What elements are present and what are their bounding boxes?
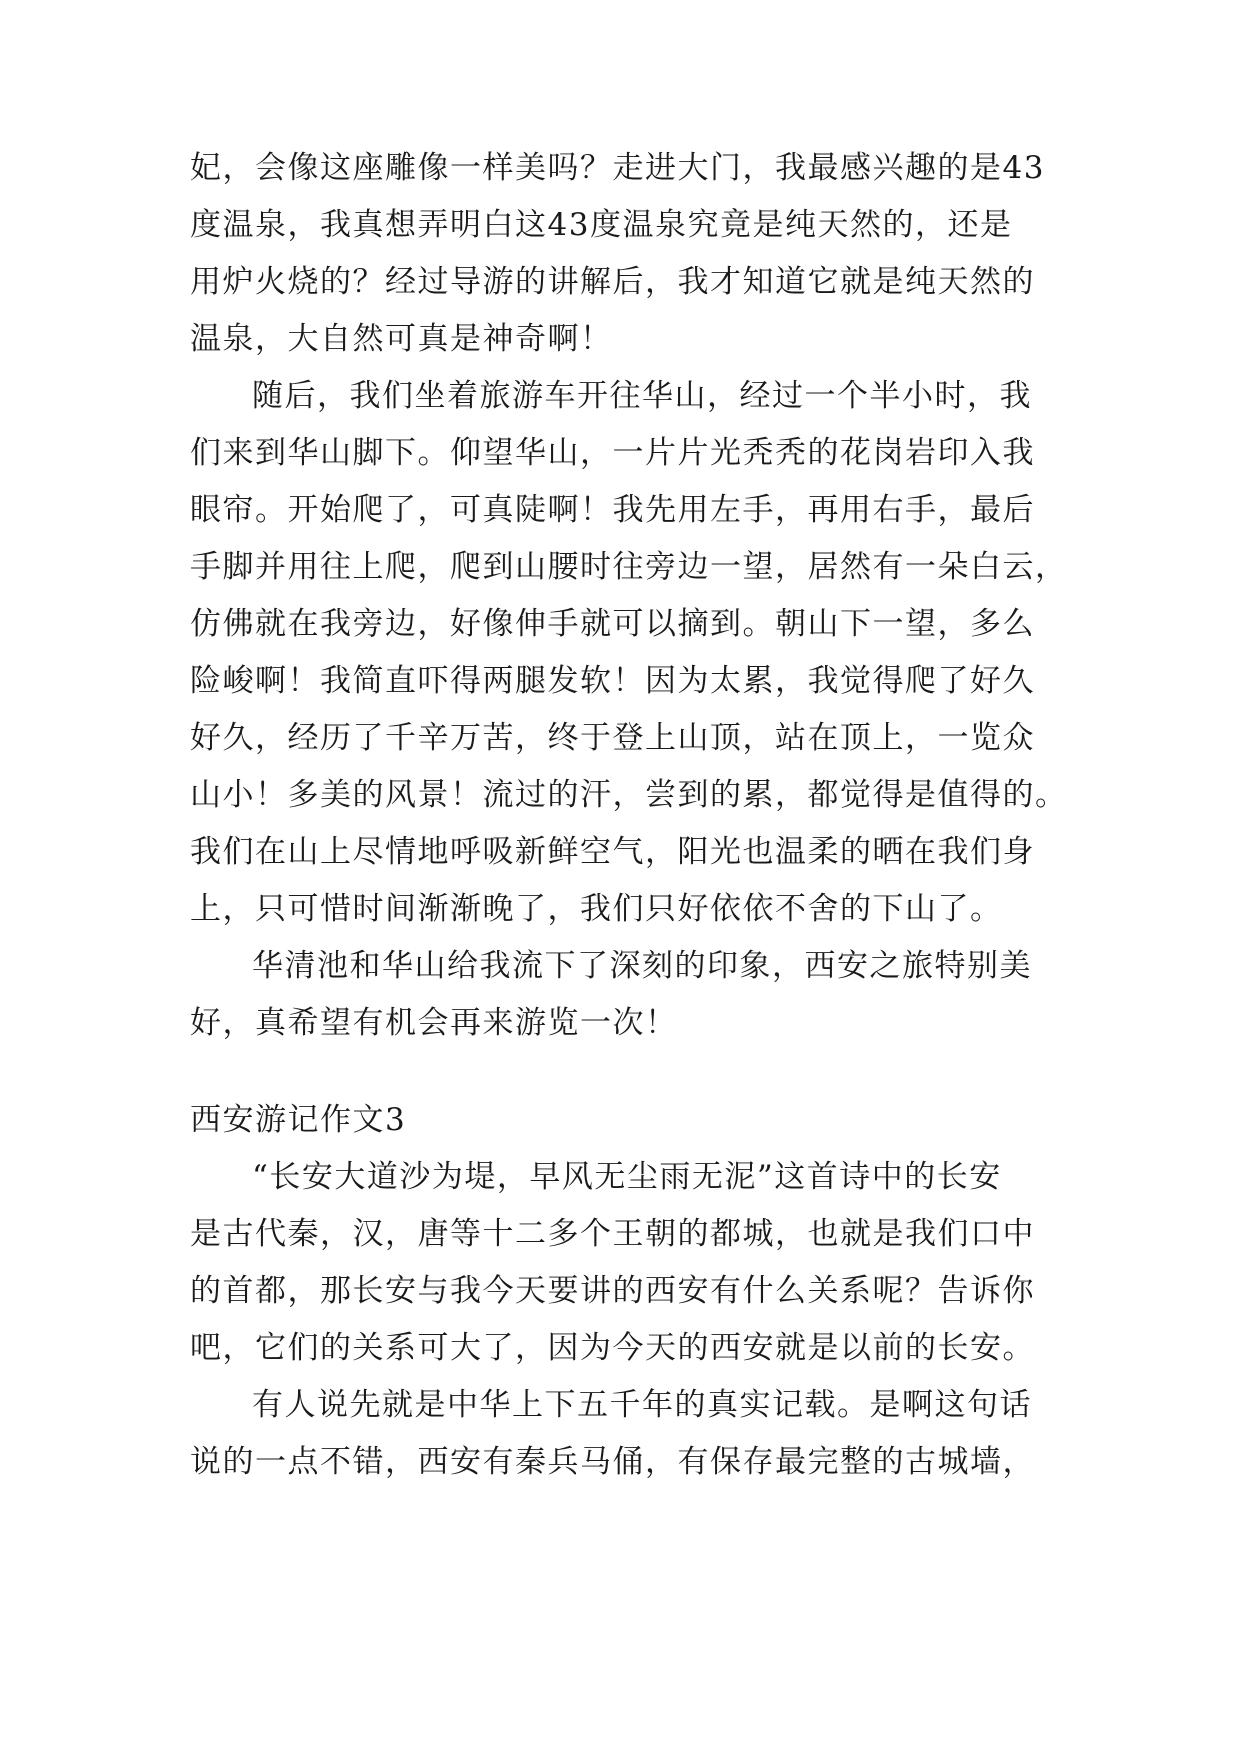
text-line: 我们在山上尽情地呼吸新鲜空气，阳光也温柔的晒在我们身	[190, 834, 1035, 870]
text-line: 手脚并用往上爬，爬到山腰时往旁边一望，居然有一朵白云，	[190, 549, 1068, 585]
text-line: 温泉，大自然可真是神奇啊！	[190, 321, 613, 357]
text-line: 说的一点不错，西安有秦兵马俑，有保存最完整的古城墙，	[190, 1444, 1035, 1480]
text-line: 用炉火烧的？经过导游的讲解后，我才知道它就是纯天然的	[190, 264, 1035, 300]
text-line: “长安大道沙为堤，早风无尘雨无泥”这首诗中的长安	[252, 1159, 1002, 1195]
text-line: 的首都，那长安与我今天要讲的西安有什么关系呢？告诉你	[190, 1273, 1035, 1309]
text-line: 是古代秦，汉，唐等十二多个王朝的都城，也就是我们口中	[190, 1216, 1035, 1252]
text-line: 度温泉，我真想弄明白这43度温泉究竟是纯天然的，还是	[190, 207, 1013, 243]
text-line: 华清池和华山给我流下了深刻的印象，西安之旅特别美	[252, 948, 1032, 984]
text-line: 好久，经历了千辛万苦，终于登上山顶，站在顶上，一览众	[190, 720, 1035, 756]
text-line: 吧，它们的关系可大了，因为今天的西安就是以前的长安。	[190, 1330, 1035, 1366]
text-line: 仿佛就在我旁边，好像伸手就可以摘到。朝山下一望，多么	[190, 606, 1035, 642]
text-line: 妃，会像这座雕像一样美吗？走进大门，我最感兴趣的是43	[190, 150, 1045, 186]
text-line: 随后，我们坐着旅游车开往华山，经过一个半小时，我	[252, 378, 1032, 414]
text-line: 们来到华山脚下。仰望华山，一片片光秃秃的花岗岩印入我	[190, 435, 1035, 471]
text-line: 上，只可惜时间渐渐晚了，我们只好依依不舍的下山了。	[190, 891, 1003, 927]
text-line: 好，真希望有机会再来游览一次！	[190, 1005, 678, 1041]
text-line: 险峻啊！我简直吓得两腿发软！因为太累，我觉得爬了好久	[190, 663, 1035, 699]
section-heading: 西安游记作文3	[190, 1102, 407, 1138]
text-line: 山小！多美的风景！流过的汗，尝到的累，都觉得是值得的。	[190, 777, 1068, 813]
text-line: 眼帘。开始爬了，可真陡啊！我先用左手，再用右手，最后	[190, 492, 1035, 528]
text-line: 有人说先就是中华上下五千年的真实记载。是啊这句话	[252, 1387, 1032, 1423]
